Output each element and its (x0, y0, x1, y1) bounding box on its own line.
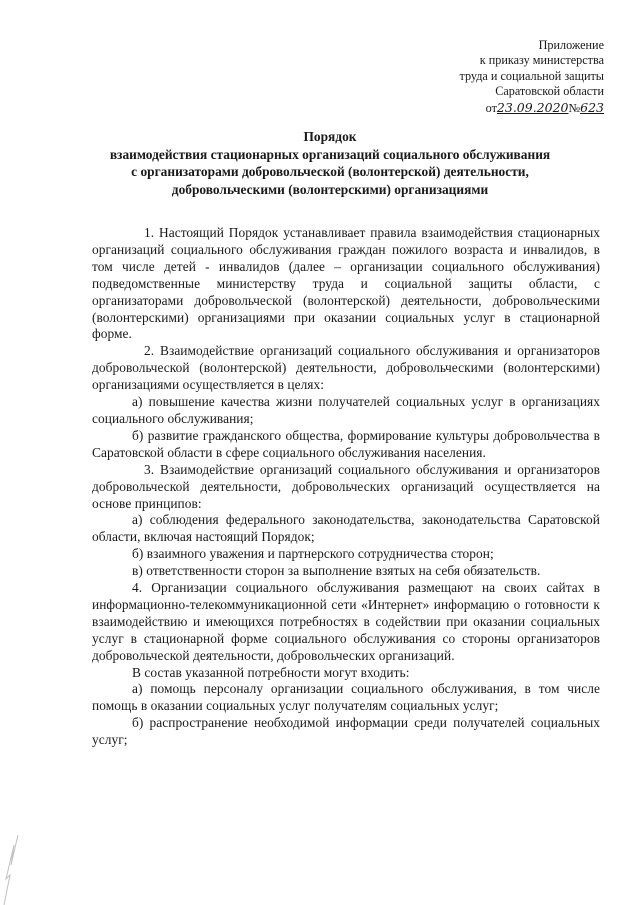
document-title (60, 128, 600, 198)
paragraph-3: 3. Взаимодействие организаций социального обслуживания и организаторов добровольческой деятельности, добровольческих организаций осуществляется на основе принципов: (92, 461, 600, 511)
title-line-4: добровольческими (волонтерскими) организациями (171, 181, 489, 197)
title-line-3: с организаторами добровольческой (волонтерской) деятельности, (131, 164, 529, 180)
paragraph-3c: в) ответственности сторон за выполнение взятых на себя обязательств. (132, 563, 541, 579)
ot-prefix: от (485, 100, 497, 115)
paragraph-1: 1. Настоящий Порядок устанавливает правила взаимодействия стационарных организаций социального обслуживания граждан пожилого возраста и инвалидов, в том числе детей - инвалидов (далее – организации социального обслуживания) подведомственные министерству труда и социальной защиты области, с организаторами добровольческой (волонтерской) деятельности, добровольческими (волонтерскими) организациями при оказании социальных услуг в стационарной форме. (92, 225, 600, 342)
order-date-number (460, 100, 605, 116)
title-line-2: взаимодействия стационарных организаций социального обслуживания (109, 146, 551, 162)
paragraph-3b: б) взаимного уважения и партнерского сотрудничества сторон; (132, 546, 494, 562)
appendix-header (460, 38, 605, 116)
document-body (92, 225, 600, 749)
paragraph-3a: а) соблюдения федерального законодательства, законодательства Саратовской области, включая настоящий Порядок; (92, 512, 600, 545)
paragraph-2: 2. Взаимодействие организаций социального обслуживания и организаторов добровольческой (волонтерской) деятельности, добровольческими (волонтерскими) организациями осуществляется в целях: (92, 343, 600, 393)
scan-edge-mark (2, 835, 20, 905)
paragraph-2a: а) повышение качества жизни получателей социальных услуг в организациях социального обслуживания; (92, 394, 600, 426)
appendix-line-3: труда и социальной защиты (459, 68, 604, 83)
paragraph-4b: б) распространение необходимой информации среди получателей социальных услуг; (92, 715, 600, 748)
appendix-line-1: Приложение (538, 38, 604, 52)
appendix-line-2: к приказу министерства (479, 53, 604, 68)
handwritten-number: 623 (580, 99, 604, 115)
appendix-line-4: Саратовской области (495, 84, 604, 99)
title-line-1: Порядок (303, 129, 357, 144)
number-prefix: № (568, 100, 581, 115)
paragraph-4: 4. Организации социального обслуживания размещают на своих сайтах в информационно-телекоммуникационной сети «Интернет» информацию о готовности к взаимодействию и имеющихся потребностях в содействии при оказании социальных услуг в стационарной форме социального обслуживания со стороны организаторов добровольческой деятельности, добровольческих организаций. (92, 580, 600, 663)
handwritten-date: 23.09.2020 (496, 99, 569, 115)
paragraph-4a: а) помощь персоналу организации социального обслуживания, в том числе помощь в оказании социальных услуг получателям социальных услуг; (92, 681, 600, 714)
paragraph-4-intro: В состав указанной потребности могут входить: (132, 664, 410, 680)
paragraph-2b: б) развитие гражданского общества, формирование культуры добровольчества в Саратовской области в сфере социального обслуживания населения. (92, 427, 600, 460)
